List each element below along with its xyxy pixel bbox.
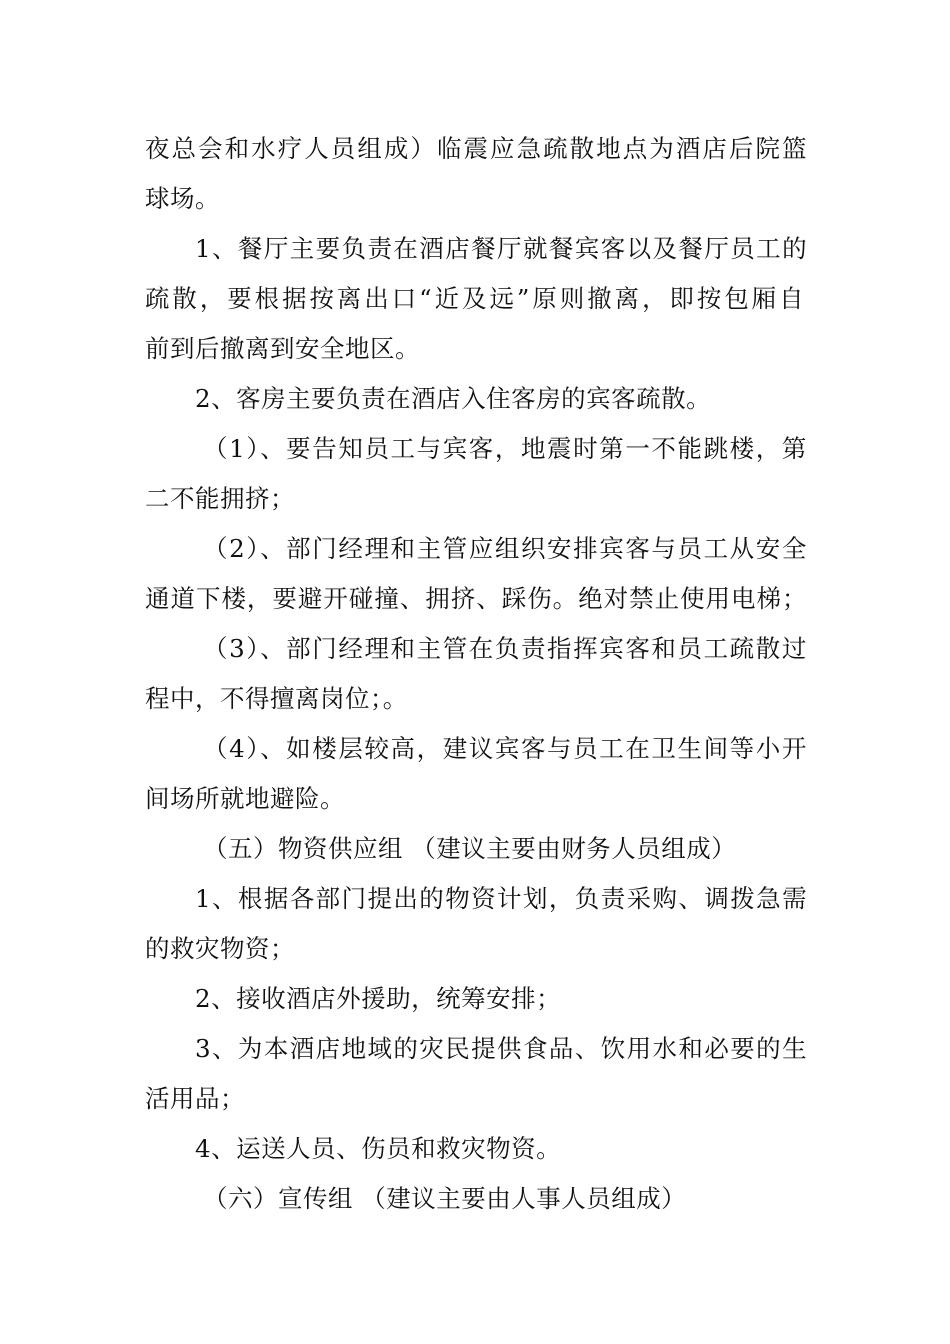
text-line: 3、为本酒店地域的灾民提供食品、饮用水和必要的生 (195, 1034, 808, 1063)
text-line: 间场所就地避险。 (145, 784, 345, 813)
text-line: （1）、要告知员工与宾客，地震时第一不能跳楼，第 (203, 434, 808, 463)
text-line: （2）、部门经理和主管应组织安排宾客与员工从安全 (203, 534, 808, 563)
text-line: 二不能拥挤； (145, 484, 295, 513)
text-line: （4）、如楼层较高，建议宾客与员工在卫生间等小开 (203, 734, 808, 763)
text-line: 通道下楼，要避开碰撞、拥挤、踩伤。绝对禁止使用电梯； (145, 584, 808, 613)
text-line: 2、客房主要负责在酒店入住客房的宾客疏散。 (195, 384, 712, 413)
text-line: 的救灾物资； (145, 934, 295, 963)
text-line: 1、根据各部门提出的物资计划，负责采购、调拨急需 (195, 884, 808, 913)
text-line: 疏散，要根据按离出口“近及远”原则撤离，即按包厢自 (145, 284, 807, 313)
text-line: 1、餐厅主要负责在酒店餐厅就餐宾客以及餐厅员工的 (195, 234, 808, 263)
text-line: 前到后撤离到安全地区。 (145, 334, 420, 363)
text-line: 2、接收酒店外援助，统筹安排； (195, 984, 562, 1013)
text-line: 活用品； (145, 1084, 245, 1113)
text-line: 夜总会和水疗人员组成）临震应急疏散地点为酒店后院篮 (145, 134, 809, 163)
text-line: 球场。 (145, 184, 220, 213)
text-line: 程中，不得擅离岗位；。 (145, 684, 408, 713)
text-line: 4、运送人员、伤员和救灾物资。 (195, 1134, 562, 1163)
section-heading: （六）宣传组 （建议主要由人事人员组成） (203, 1184, 687, 1213)
section-heading: （五）物资供应组 （建议主要由财务人员组成） (203, 834, 737, 863)
text-line: （3）、部门经理和主管在负责指挥宾客和员工疏散过 (203, 634, 808, 663)
